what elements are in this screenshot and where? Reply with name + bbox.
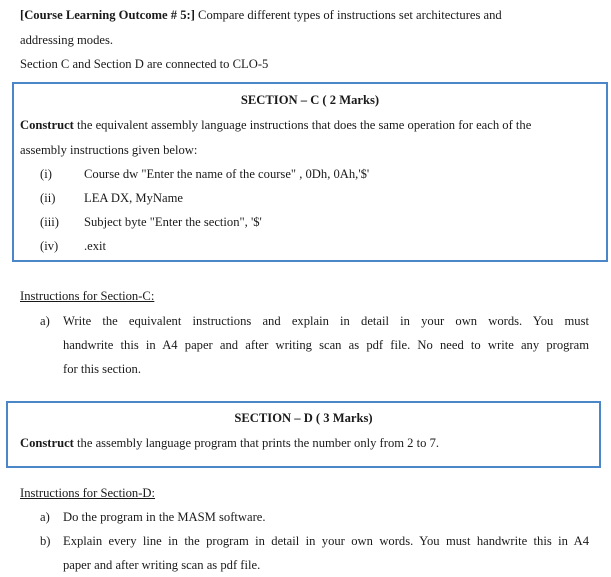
section-c-intro-cont: assembly instructions given below:	[20, 143, 198, 157]
clo-text-cont: addressing modes.	[20, 33, 114, 47]
instructions-d-b-label: b)	[40, 534, 51, 548]
instructions-d-a-text: Do the program in the MASM software.	[63, 510, 266, 524]
section-c-intro-rest: the equivalent assembly language instructions that does the same operation for each of the	[77, 118, 532, 132]
instructions-c-a-label: a)	[40, 314, 50, 328]
section-d-intro	[20, 436, 439, 451]
section-c-item-num: (iv)	[40, 239, 59, 253]
section-c-item-text: Subject byte "Enter the section", '$'	[84, 215, 262, 229]
section-c-item-text: Course dw "Enter the name of the course" , 0Dh, 0Ah,'$'	[84, 167, 370, 181]
section-c-item-text: .exit	[84, 239, 107, 253]
instructions-c-a-line3: for this section.	[63, 362, 141, 376]
instructions-d-a-label: a)	[40, 510, 50, 524]
section-c-item-num: (ii)	[40, 191, 56, 205]
instructions-d-b-line1: Explain every line in the program in detail in your own words. You must handwrite this in A4	[63, 534, 589, 548]
section-c-intro	[20, 118, 531, 133]
section-c-item-num: (i)	[40, 167, 52, 181]
section-d-intro-rest: the assembly language program that prints the number only from 2 to 7.	[77, 436, 440, 450]
section-c-title: SECTION – C ( 2 Marks)	[240, 93, 380, 107]
section-c-intro-bold: Construct	[20, 118, 74, 132]
instructions-c-a-line1: Write the equivalent instructions and explain in detail in your own words. You must	[63, 314, 589, 328]
section-c-item-text: LEA DX, MyName	[84, 191, 183, 205]
instructions-d-b-line2: paper and after writing scan as pdf file.	[63, 558, 261, 572]
clo-text: Compare different types of instructions set architectures and	[198, 8, 502, 22]
clo-line	[20, 8, 502, 23]
section-c-item-num: (iii)	[40, 215, 59, 229]
section-d-title: SECTION – D ( 3 Marks)	[234, 411, 373, 425]
clo-label: [Course Learning Outcome # 5:]	[20, 8, 195, 22]
section-connection-note: Section C and Section D are connected to CLO-5	[20, 57, 269, 71]
instructions-c-heading: Instructions for Section-C:	[20, 289, 155, 303]
instructions-c-a-line2: handwrite this in A4 paper and after writing scan as pdf file. No need to write any program	[63, 338, 589, 352]
section-d-intro-bold: Construct	[20, 436, 74, 450]
instructions-d-heading: Instructions for Section-D:	[20, 486, 156, 500]
